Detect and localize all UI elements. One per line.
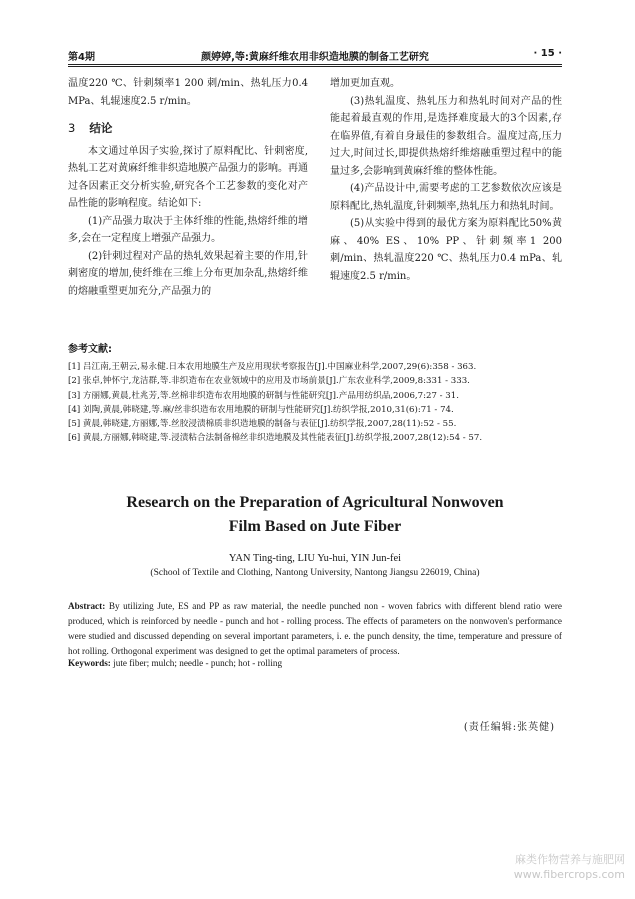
conclusion-item-5: (5)从实验中得到的最优方案为原料配比50%黄麻、40% ES、10% PP、针刺频率1 200 刺/min、热轧温度220 ℃、热轧压力0.4 mPa、轧辊速度2.5 r/min。 [330,218,562,282]
issue-number: 第4期 [68,52,95,63]
running-header [68,48,562,62]
responsible-editor: (责任编辑:张英健) [463,722,555,733]
conclusion-item-2: (2)针刺过程对产品的热轧效果起着主要的作用,针刺密度的增加,使纤维在三维上分布更加杂乱,热熔纤维的熔融重塑更加充分,产品强力的 [68,250,308,297]
conclusion-item-1: (1)产品强力取决于主体纤维的性能,热熔纤维的增多,会在一定程度上增强产品强力。 [68,215,308,244]
english-title [68,491,562,539]
section-title: 结论 [89,121,113,135]
reference-item: [2] 张卓,钟怀宁,龙洁群,等.非织造布在农业领域中的应用及市场前景[J].广东农业科学,2009,8:331 - 333. [68,376,470,387]
section-heading [68,120,308,138]
header-rule [68,64,562,65]
watermark-line-2: www.fibercrops.com [513,868,625,881]
keywords-label: Keywords: [68,658,111,668]
keywords-text: jute fiber; mulch; needle - punch; hot - rolling [113,658,283,668]
right-column [330,75,562,285]
page-number: · 15 · [533,48,562,59]
reference-item: [1] 吕江南,王朝云,易永健.日本农用地膜生产及应用现状考察报告[J].中国麻业科学,2007,29(6):358 - 363. [68,362,477,372]
english-abstract [68,599,562,659]
watermark [514,852,625,882]
english-authors: YAN Ting-ting, LIU Yu-hui, YIN Jun-fei [228,553,402,564]
english-title-line-1: Research on the Preparation of Agricultural Nonwoven [126,494,504,511]
reference-item: [3] 方丽娜,黄晨,杜兆芳,等.丝棉非织造布农用地膜的研制与性能研究[J].产品用纺织品,2006,7:27 - 31. [68,390,459,401]
running-title: 颜婷婷,等:黄麻纤维农用非织造地膜的制备工艺研究 [201,52,429,63]
english-title-line-2: Film Based on Jute Fiber [228,518,402,535]
abstract-label: Abstract: [68,601,106,611]
abstract-text: By utilizing Jute, ES and PP as raw material, the needle punched non - woven fabrics with different blend ratio were produced, which is reinforced by needle - punch and hot - rolling process. The effects of parameters on the nonwoven's performance were studied and discussed depending on several important parameters, i. e. the punch density, the time, temperature and pressure of hot rolling. Orthogonal experiment was designed to get the optimal parameters of process. [68,601,563,656]
references-heading: 参考文献: [68,344,112,355]
continued-paragraph: 温度220 ℃、针刺频率1 200 刺/min、热轧压力0.4 MPa、轧辊速度2.5 r/min。 [68,78,308,107]
conclusion-item-2-continued: 增加更加直观。 [330,78,400,89]
conclusion-intro: 本文通过单因子实验,探讨了原料配比、针刺密度,热轧工艺对黄麻纤维非织造地膜产品强力的影响。再通过各因素正交分析实验,研究各个工艺参数的变化对产品性能的影响程度。结论如下: [68,145,308,209]
section-number: 3 [68,121,76,135]
header-rule-thin [68,66,562,67]
reference-item: [6] 黄晨,方丽娜,韩晓建,等.浸渍粘合法制备棉丝非织造地膜及其性能表征[J].纺织学报,2007,28(12):54 - 57. [68,433,483,444]
reference-item: [4] 刘陶,黄晨,韩晓建,等.麻/丝非织造布农用地膜的研制与性能研究[J].纺织学报,2010,31(6):71 - 74. [68,404,454,415]
conclusion-item-3: (3)热轧温度、热轧压力和热轧时间对产品的性能起着最直观的作用,是选择难度最大的3个因素,存在临界值,有着自身最佳的参数组合。温度过高,压力过大,时间过长,即提供热熔纤维熔融重塑过程中的能量过多,会影响到黄麻纤维的整体性能。 [330,95,562,177]
english-keywords [68,658,562,668]
watermark-line-1: 麻类作物营养与施肥网 [515,853,625,866]
left-column [68,75,308,300]
conclusion-item-4: (4)产品设计中,需要考虑的工艺参数依次应该是原料配比,热轧温度,针刺频率,热轧压力和热轧时间。 [330,183,562,212]
english-affiliation: (School of Textile and Clothing, Nantong University, Nantong Jiangsu 226019, China) [150,568,480,578]
reference-list [68,360,562,446]
reference-item: [5] 黄晨,韩晓建,方丽娜,等.丝胶浸渍棉质非织造地膜的制备与表征[J].纺织学报,2007,28(11):52 - 55. [68,419,457,430]
